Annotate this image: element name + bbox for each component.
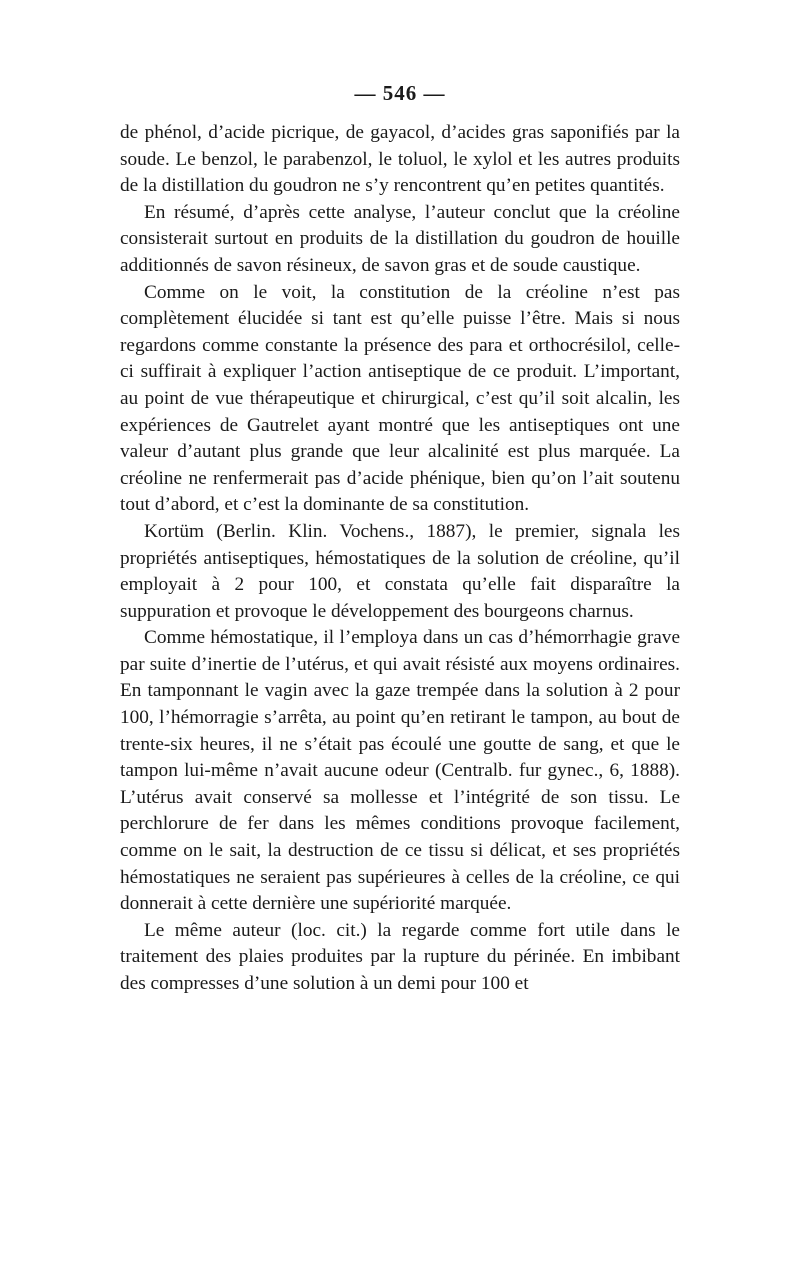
paragraph-5: Comme hémostatique, il l’employa dans un cas d’hémorrhagie grave par suite d’inertie de l’utérus, et qui avait résisté aux moyens ordinaires. En tamponnant le vagin avec la gaze trempée dans la solution à 2 pour 100, l’hémorragie s’arrêta, au point qu’en retirant le tampon, au bout de trente-six heures, il ne s’était pas écoulé une goutte de sang, et que le tampon lui-même n’avait aucune odeur (Centralb. fur gynec., 6, 1888). L’utérus avait conservé sa mollesse et l’intégrité de son tissu. Le perchlorure de fer dans les mêmes conditions provoque facilement, comme on le sait, la destruction de ce tissu si délicat, et ses propriétés hémostatiques ne seraient pas supérieures à celles de la créoline, ce qui donnerait à cette dernière une supériorité marquée. — [120, 627, 680, 915]
paragraph-3: Comme on le voit, la constitution de la créoline n’est pas complètement élucidée si tant est qu’elle puisse l’être. Mais si nous regardons comme constante la présence des para et orthocrésilol, celle-ci suffirait à expliquer l’action antiseptique de ce produit. L’important, au point de vue thérapeutique et chirurgical, c’est qu’il soit alcalin, les expériences de Gautrelet ayant montré que les antiseptiques ont une valeur d’autant plus grande que leur alcalinité est plus marquée. La créoline ne renfermerait pas d’acide phénique, bien qu’on l’ait soutenu tout d’abord, et c’est la dominante de sa constitution. — [120, 281, 680, 516]
book-page — [120, 80, 680, 998]
paragraph-2: En résumé, d’après cette analyse, l’auteur conclut que la créoline consisterait surtout en produits de la distillation du goudron de houille additionnés de savon résineux, de savon gras et de soude caustique. — [120, 201, 680, 276]
paragraph-1: de phénol, d’acide picrique, de gayacol, d’acides gras saponifiés par la soude. Le benzol, le parabenzol, le toluol, le xylol et les autres produits de la distillation du goudron ne s’y rencontrent qu’en petites quantités. — [120, 122, 680, 197]
page-number: — 546 — — [354, 81, 446, 105]
page-body — [120, 120, 680, 998]
paragraph-6: Le même auteur (loc. cit.) la regarde comme fort utile dans le traitement des plaies produites par la rupture du périnée. En imbibant des compresses d’une solution à un demi pour 100 et — [120, 919, 680, 994]
paragraph-4: Kortüm (Berlin. Klin. Vochens., 1887), le premier, signala les propriétés antiseptiques, hémostatiques de la solution de créoline, qu’il employait à 2 pour 100, et constata qu’elle fait disparaître la suppuration et provoque le développement des bourgeons charnus. — [120, 520, 680, 622]
